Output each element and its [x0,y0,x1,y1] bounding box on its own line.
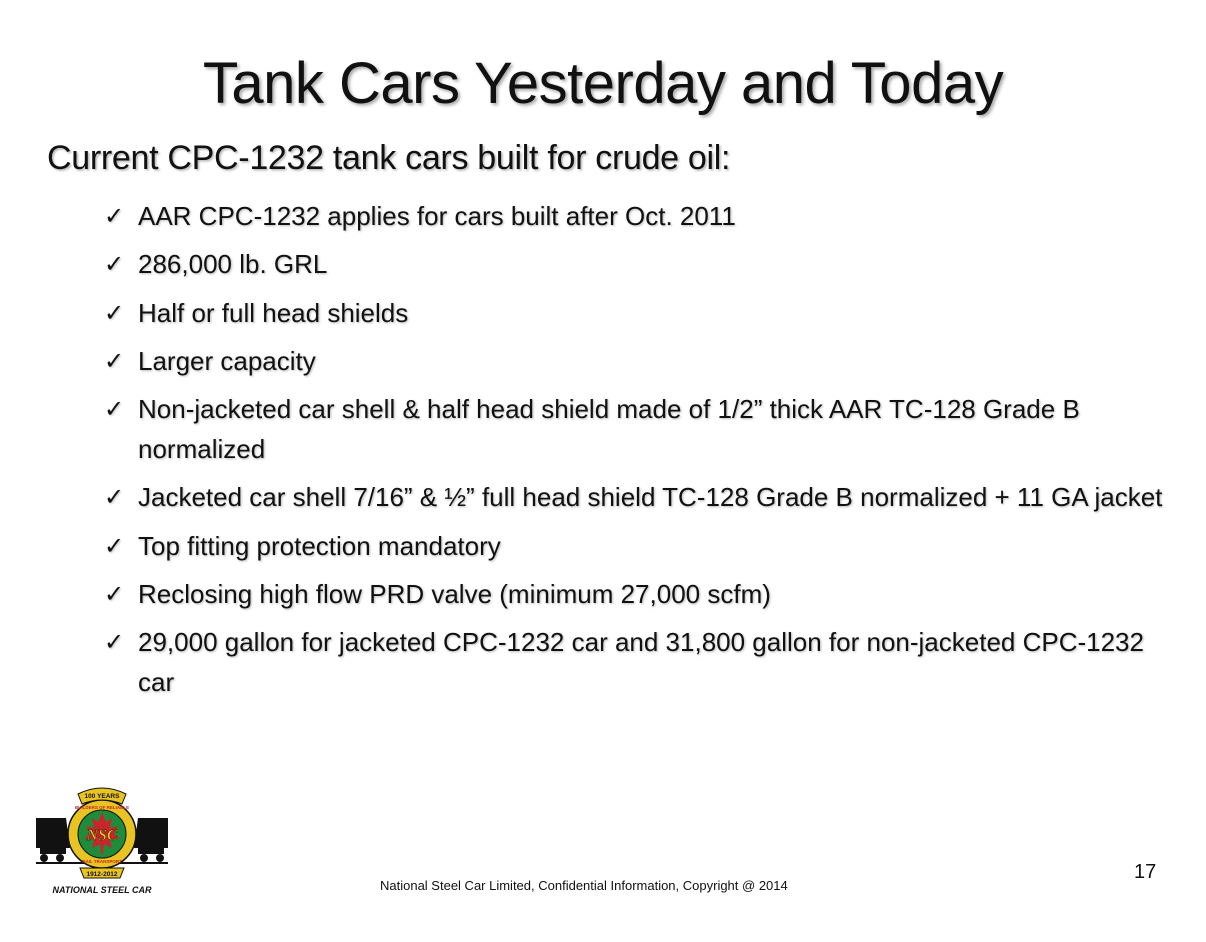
footer-text: National Steel Car Limited, Confidential Information, Copyright @ 2014 [380,878,788,893]
bullet-item [104,196,1164,236]
logo-graphic [36,782,168,898]
bullet-text: Half or full head shields [138,297,409,328]
logo-ring-text-top: BUILDERS OF RELIABLE [74,805,130,810]
slide-subtitle: Current CPC-1232 tank cars built for crude oil: [47,139,731,177]
slide-title: Tank Cars Yesterday and Today [202,51,1004,116]
bullet-item [104,574,1164,614]
bullet-item [104,341,1164,381]
bullet-text: 29,000 gallon for jacketed CPC-1232 car and 31,800 gallon for non-jacketed CPC-1232 car [138,627,1144,698]
bullet-text: Reclosing high flow PRD valve (minimum 27,000 scfm) [138,579,771,610]
check-icon: ✓ [104,250,125,279]
logo-badge-text: 100 YEARS [84,793,120,800]
bullet-item [104,389,1164,469]
check-icon: ✓ [104,531,125,560]
check-icon: ✓ [104,395,125,424]
bullet-item [104,293,1164,333]
logo-wordmark: NATIONAL STEEL CAR [52,885,152,895]
bullet-text: 286,000 lb. GRL [138,249,328,280]
bullet-item [104,244,1164,284]
check-icon: ✓ [104,628,125,657]
bullet-text: Jacketed car shell 7/16” & ½” full head shield TC-128 Grade B normalized + 11 GA jacket [138,482,1163,513]
bullet-item [104,477,1164,517]
logo-ring-text-bottom: RAIL TRANSPORT [82,859,122,864]
check-icon: ✓ [104,202,125,230]
check-icon: ✓ [104,346,125,375]
check-icon: ✓ [104,580,125,609]
bullet-text: AAR CPC-1232 applies for cars built after Oct. 2011 [138,201,736,231]
logo-monogram: NSC [86,827,118,844]
bullet-item [104,526,1164,566]
bullet-list [104,196,1164,711]
check-icon: ✓ [104,483,125,512]
bullet-text: Top fitting protection mandatory [138,530,501,561]
bullet-item [104,622,1164,702]
national-steel-car-logo [36,782,168,898]
logo-years-text: 1912-2012 [86,871,118,878]
bullet-text: Larger capacity [138,345,316,376]
bullet-text: Non-jacketed car shell & half head shield made of 1/2” thick AAR TC-128 Grade B normalized [138,394,1080,465]
check-icon: ✓ [104,298,125,327]
page-number: 17 [1134,861,1157,883]
